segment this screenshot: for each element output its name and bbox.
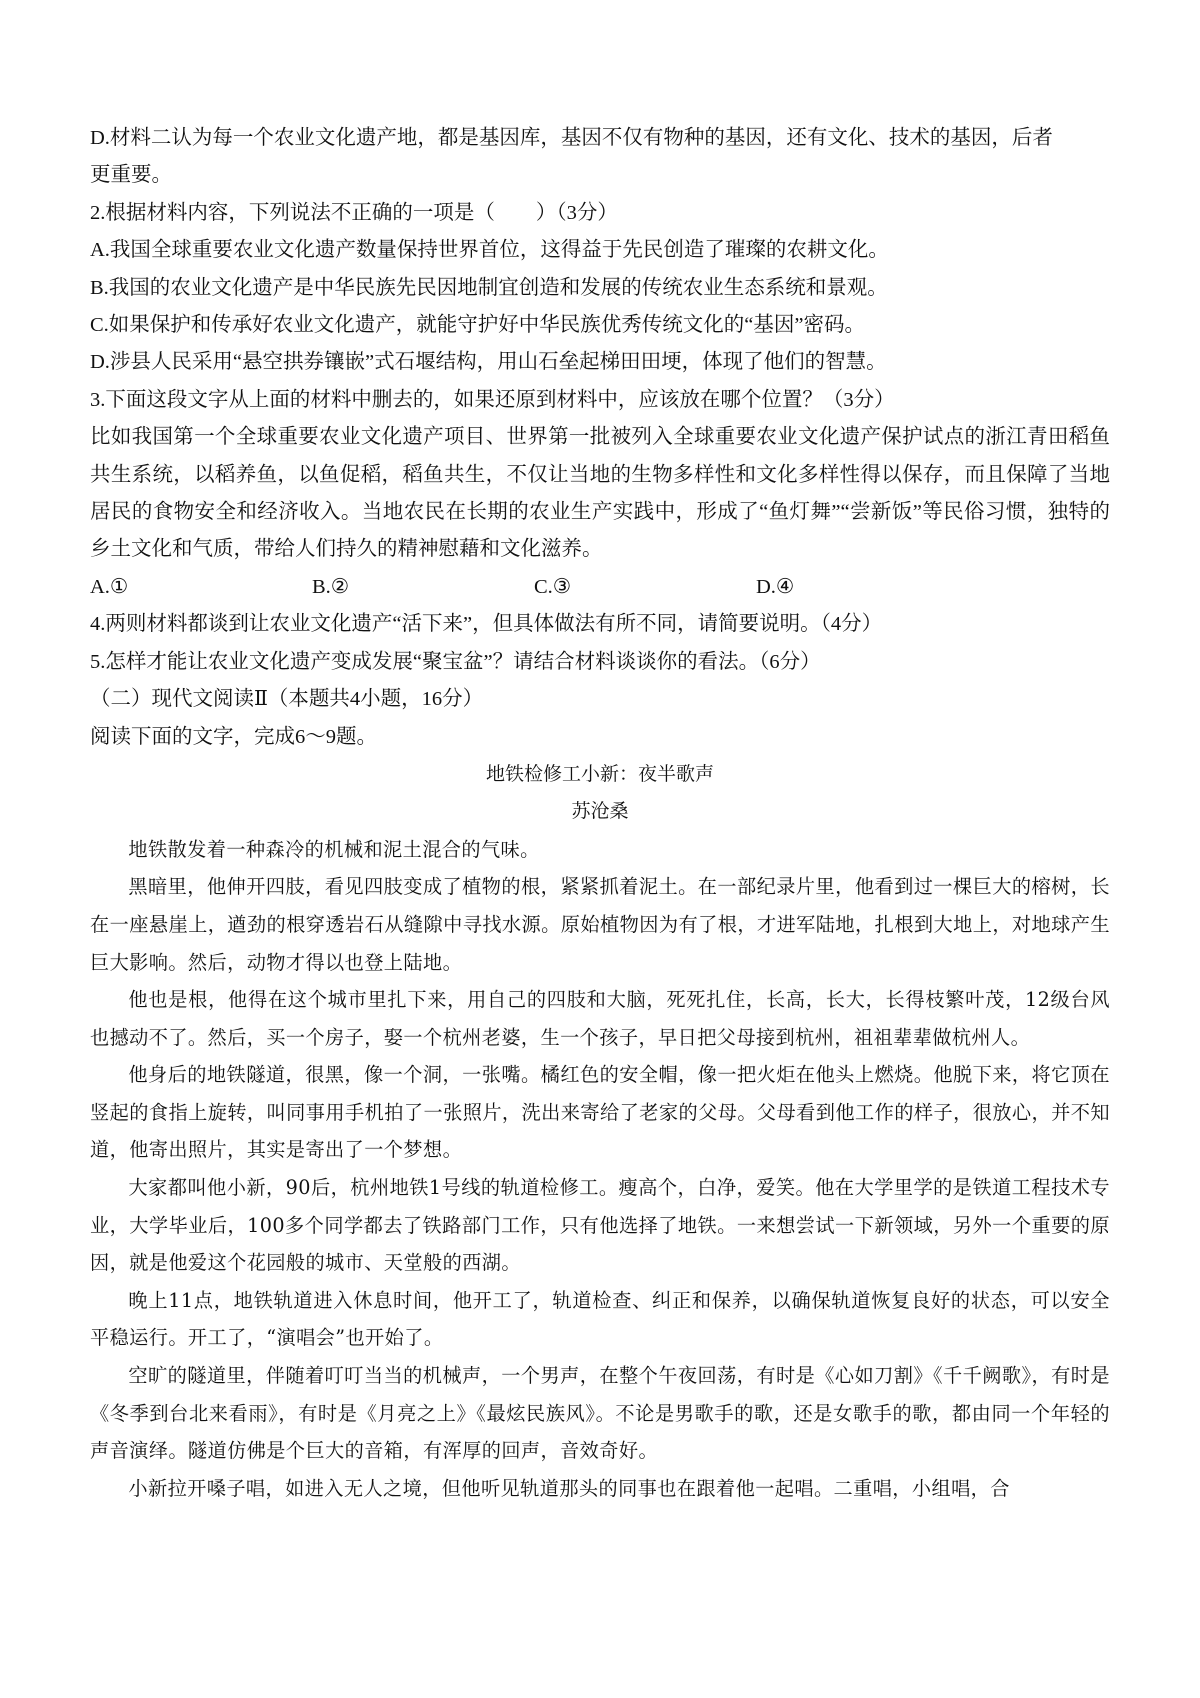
article-paragraph: 地铁散发着一种森冷的机械和泥土混合的气味。: [128, 837, 540, 861]
section-heading: （二）现代文阅读Ⅱ（本题共4小题，16分）: [90, 688, 484, 711]
q2-option-b: B.我国的农业文化遗产是中华民族先民因地制宜创造和发展的传统农业生态系统和景观。: [90, 276, 888, 299]
q3-option-a: A.①: [90, 575, 129, 598]
article-paragraph: 他也是根，他得在这个城市里扎下来，用自己的四肢和大脑，死死扎住，长高，长大，长得枝繁叶茂，12级台风也撼动不了。然后，买一个房子，娶一个杭州老婆，生一个孩子，早日把父母接到杭州，祖祖辈辈做杭州人。: [90, 988, 1110, 1049]
article: [90, 756, 1110, 1508]
q3-passage: 比如我国第一个全球重要农业文化遗产项目、世界第一批被列入全球重要农业文化遗产保护试点的浙江青田稻鱼共生系统，以稻养鱼，以鱼促稻，稻鱼共生，不仅让当地的生物多样性和文化多样性得以保存，而且保障了当地居民的食物安全和经济收入。当地农民在长期的农业生产实践中，形成了“鱼灯舞”“尝新饭”等民俗习惯，独特的乡土文化和气质，带给人们持久的精神慰藉和文化滋养。: [90, 426, 1110, 561]
q5-stem: 5.怎样才能让农业文化遗产变成发展“聚宝盆”？请结合材料谈谈你的看法。（6分）: [90, 650, 821, 673]
article-title: 地铁检修工小新：夜半歌声: [485, 762, 714, 785]
q2-option-a: A.我国全球重要农业文化遗产数量保持世界首位，这得益于先民创造了璀璨的农耕文化。: [90, 239, 889, 262]
article-paragraph: 空旷的隧道里，伴随着叮叮当当的机械声，一个男声，在整个午夜回荡，有时是《心如刀割》《千千阙歌》，有时是《冬季到台北来看雨》，有时是《月亮之上》《最炫民族风》。不论是男歌手的歌，还是女歌手的歌，都由同一个年轻的声音演绎。隧道仿佛是个巨大的音箱，有浑厚的回声，音效奇好。: [90, 1364, 1110, 1463]
q4-stem: 4.两则材料都谈到让农业文化遗产“活下来”，但具体做法有所不同，请简要说明。（4分）: [90, 613, 883, 636]
article-paragraph: 黑暗里，他伸开四肢，看见四肢变成了植物的根，紧紧抓着泥土。在一部纪录片里，他看到过一棵巨大的榕树，长在一座悬崖上，遒劲的根穿透岩石从缝隙中寻找水源。原始植物因为有了根，才进军陆地，扎根到大地上，对地球产生巨大影响。然后，动物才得以也登上陆地。: [90, 875, 1110, 974]
article-paragraph: 他身后的地铁隧道，很黑，像一个洞，一张嘴。橘红色的安全帽，像一把火炬在他头上燃烧。他脱下来，将它顶在竖起的食指上旋转，叫同事用手机拍了一张照片，洗出来寄给了老家的父母。父母看到他工作的样子，很放心，并不知道，他寄出照片，其实是寄出了一个梦想。: [90, 1063, 1110, 1162]
q2-option-c: C.如果保护和传承好农业文化遗产，就能守护好中华民族优秀传统文化的“基因”密码。: [90, 314, 865, 337]
section-instruction: 阅读下面的文字，完成6～9题。: [90, 725, 377, 748]
q3-option-b: B.②: [312, 575, 350, 598]
q2-option-d: D.涉县人民采用“悬空拱券镶嵌”式石堰结构，用山石垒起梯田田埂，体现了他们的智慧。: [90, 351, 887, 374]
q3-options: [90, 569, 1110, 606]
q1-option-d-line2: 更重要。: [90, 164, 172, 187]
q3-option-c: C.③: [534, 575, 572, 598]
article-paragraph: 大家都叫他小新，90后，杭州地铁1号线的轨道检修工。瘦高个，白净，爱笑。他在大学里学的是铁道工程技术专业，大学毕业后，100多个同学都去了铁路部门工作，只有他选择了地铁。一来想尝试一下新领域，另外一个重要的原因，就是他爱这个花园般的城市、天堂般的西湖。: [90, 1176, 1110, 1275]
q3-option-d: D.④: [756, 575, 795, 598]
article-paragraph: 小新拉开嗓子唱，如进入无人之境，但他听见轨道那头的同事也在跟着他一起唱。二重唱，小组唱，合: [128, 1476, 1010, 1500]
article-paragraph: 晚上11点，地铁轨道进入休息时间，他开工了，轨道检查、纠正和保养，以确保轨道恢复良好的状态，可以安全平稳运行。开工了，“演唱会”也开始了。: [90, 1288, 1110, 1350]
q1-option-d-line1: D.材料二认为每一个农业文化遗产地，都是基因库，基因不仅有物种的基因，还有文化、技术的基因，后者: [90, 127, 1053, 149]
exam-page: [90, 120, 1110, 1507]
article-author: 苏沧桑: [571, 800, 629, 823]
q3-stem: 3.下面这段文字从上面的材料中删去的，如果还原到材料中，应该放在哪个位置？（3分）: [90, 388, 895, 411]
q2-stem: 2.根据材料内容，下列说法不正确的一项是（ ）（3分）: [90, 201, 618, 224]
